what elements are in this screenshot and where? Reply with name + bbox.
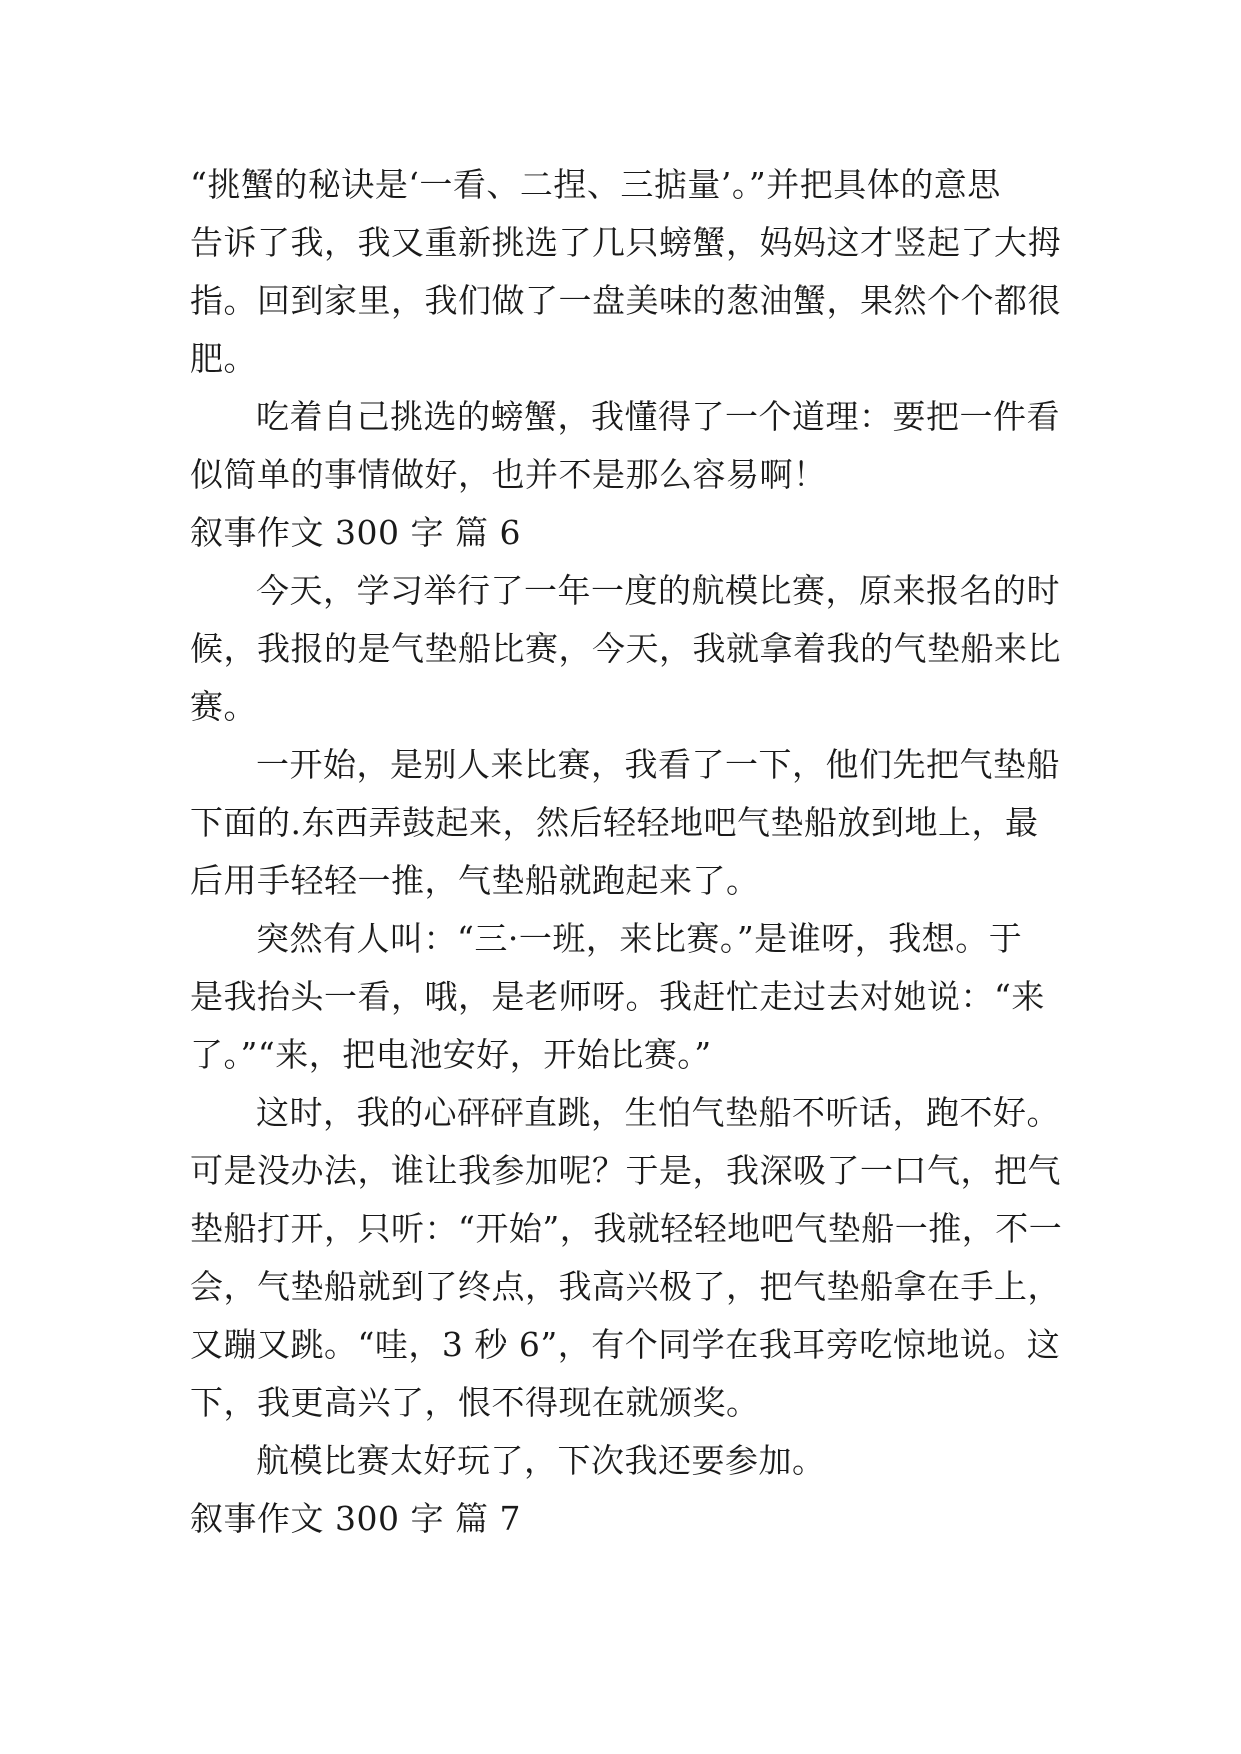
text-line: 后用手轻轻一推，气垫船就跑起来了。 — [190, 861, 760, 900]
section-heading: 叙事作文 300 字 篇 6 — [190, 513, 521, 552]
text-line: 了。”“来，把电池安好，开始比赛。” — [190, 1035, 712, 1074]
text-line: 又蹦又跳。“哇，3 秒 6”，有个同学在我耳旁吃惊地说。这 — [190, 1325, 1061, 1364]
paragraph-first-line: 这时，我的心砰砰直跳，生怕气垫船不听话，跑不好。 — [256, 1093, 1060, 1132]
paragraph-first-line: 一开始，是别人来比赛，我看了一下，他们先把气垫船 — [256, 745, 1060, 784]
document-body — [190, 156, 1070, 1548]
text-line: 是我抬头一看，哦，是老师呀。我赶忙走过去对她说：“来 — [190, 977, 1045, 1016]
paragraph-first-line: 吃着自己挑选的螃蟹，我懂得了一个道理：要把一件看 — [256, 397, 1060, 436]
text-line: 下面的.东西弄鼓起来，然后轻轻地吧气垫船放到地上，最 — [190, 803, 1039, 842]
text-line: 告诉了我，我又重新挑选了几只螃蟹，妈妈这才竖起了大拇 — [190, 223, 1061, 262]
text-line: 会，气垫船就到了终点，我高兴极了，把气垫船拿在手上， — [190, 1267, 1061, 1306]
paragraph-first-line: 突然有人叫：“三·一班，来比赛。”是谁呀，我想。于 — [256, 919, 1023, 958]
text-line: 肥。 — [190, 339, 257, 378]
text-line: 候，我报的是气垫船比赛，今天，我就拿着我的气垫船来比 — [190, 629, 1061, 668]
text-line: 垫船打开，只听：“开始”，我就轻轻地吧气垫船一推，不一 — [190, 1209, 1063, 1248]
text-line: 似简单的事情做好，也并不是那么容易啊！ — [190, 455, 827, 494]
text-line: 下，我更高兴了，恨不得现在就颁奖。 — [190, 1383, 760, 1422]
section-heading: 叙事作文 300 字 篇 7 — [190, 1499, 521, 1538]
paragraph-first-line: 航模比赛太好玩了，下次我还要参加。 — [256, 1441, 826, 1480]
text-line: 指。回到家里，我们做了一盘美味的葱油蟹，果然个个都很 — [190, 281, 1061, 320]
text-line: 赛。 — [190, 687, 257, 726]
text-line: “挑蟹的秘诀是‘一看、二捏、三掂量’。”并把具体的意思 — [190, 165, 1001, 204]
paragraph-first-line: 今天，学习举行了一年一度的航模比赛，原来报名的时 — [256, 571, 1060, 610]
text-line: 可是没办法，谁让我参加呢？于是，我深吸了一口气，把气 — [190, 1151, 1061, 1190]
